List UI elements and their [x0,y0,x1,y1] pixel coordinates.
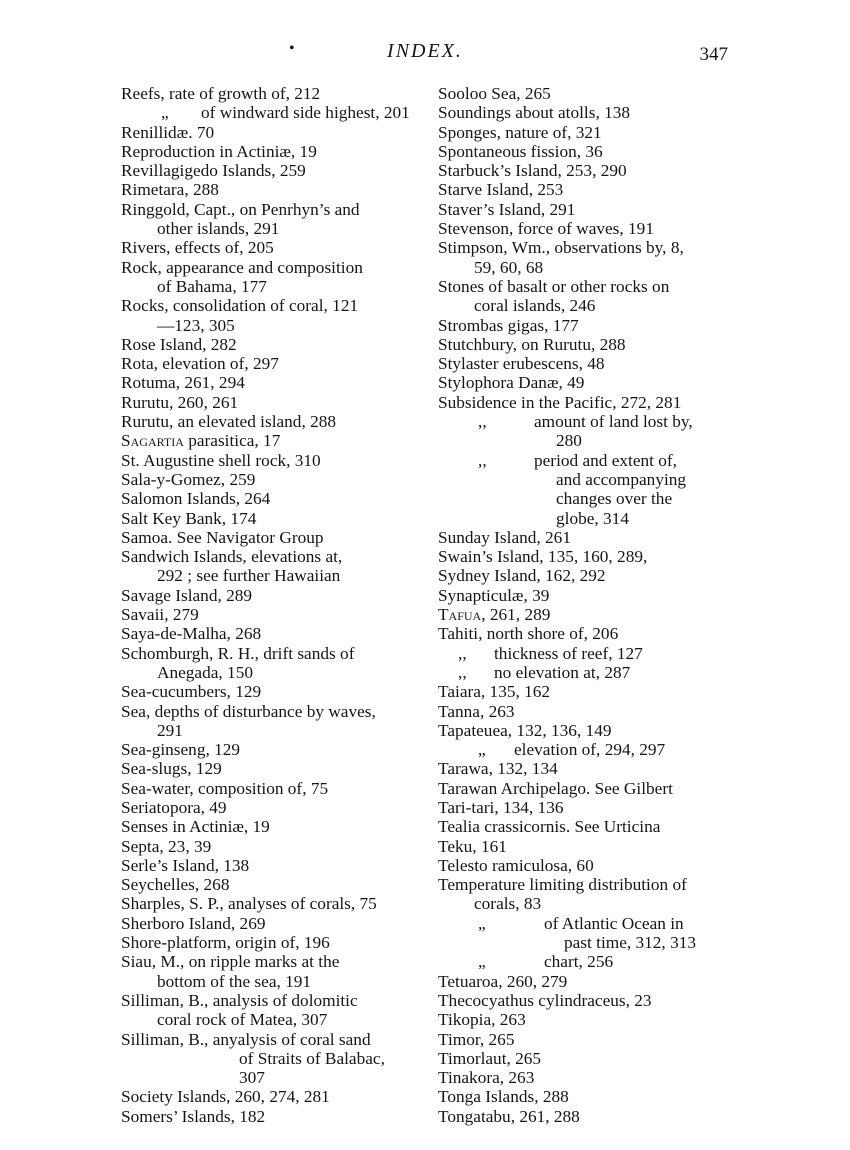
index-entry: Savaii, 279 [121,605,199,625]
entry-text: period and extent of, [534,450,678,470]
index-entry: Revillagigedo Islands, 259 [121,161,306,181]
index-entry: Rivers, effects of, 205 [121,238,274,258]
index-entry-continuation: Anegada, 150 [157,662,253,682]
index-entry-continuation: and accompanying [556,469,687,489]
index-entry-continuation: 292 ; see further Hawaiian [157,566,341,586]
index-entry: Rurutu, an elevated island, 288 [121,412,337,432]
index-entry: Stevenson, force of waves, 191 [438,219,654,239]
index-entry: Timorlaut, 265 [438,1048,542,1068]
index-entry: Silliman, B., anyalysis of coral sand [121,1029,371,1049]
index-entry: Serle’s Island, 138 [121,855,250,875]
index-entry-continuation: —123, 305 [157,315,235,335]
index-entry: St. Augustine shell rock, 310 [121,450,321,470]
index-entry: Stones of basalt or other rocks on [438,276,670,296]
ditto-mark: „ [478,740,486,760]
index-entry-continuation: of Bahama, 177 [157,276,267,296]
index-entry [438,412,728,431]
index-entry [438,740,728,759]
index-entry-continuation: coral rock of Matea, 307 [157,1010,328,1030]
index-entry: Tanna, 263 [438,701,515,721]
page-header [0,40,850,70]
index-entry: Timor, 265 [438,1029,515,1049]
index-entry [121,431,411,450]
index-entry [438,451,728,470]
index-entry [438,914,728,933]
small-caps-term: Tafua [438,605,482,625]
index-entry: Tari-tari, 134, 136 [438,797,564,817]
index-entry: Ringgold, Capt., on Penrhyn’s and [121,199,360,219]
index-entry: Schomburgh, R. H., drift sands of [121,643,355,663]
index-entry: Subsidence in the Pacific, 272, 281 [438,392,682,412]
index-entry: Tetuaroa, 260, 279 [438,971,568,991]
page-number: 347 [699,44,728,65]
small-caps-term: Sagartia [121,431,184,451]
index-entry [438,605,728,624]
entry-text: no elevation at, 287 [494,662,631,682]
index-entry: Shore-platform, origin of, 196 [121,933,330,953]
index-entry: Sharples, S. P., analyses of corals, 75 [121,894,377,914]
index-entry: Tarawa, 132, 134 [438,759,558,779]
index-entry [438,952,728,971]
index-entry [438,663,728,682]
index-entry-continuation: past time, 312, 313 [564,933,696,953]
ink-mark: • [289,40,295,57]
index-entry: Taiara, 135, 162 [438,682,551,702]
index-entry: Rurutu, 260, 261 [121,392,239,412]
index-entry: Seychelles, 268 [121,875,230,895]
index-entry-continuation: corals, 83 [474,894,542,914]
index-entry-continuation: coral islands, 246 [474,296,596,316]
index-entry: Rose Island, 282 [121,334,237,354]
index-entry: Society Islands, 260, 274, 281 [121,1087,330,1107]
index-entry: Sea-ginseng, 129 [121,740,241,760]
index-entry: Sponges, nature of, 321 [438,122,602,142]
index-entry: Salt Key Bank, 174 [121,508,257,528]
index-entry: Reproduction in Actiniæ, 19 [121,141,317,161]
index-entry: Sala-y-Gomez, 259 [121,469,256,489]
ditto-mark: „ [478,952,486,972]
entry-text: amount of land lost by, [534,412,693,432]
index-entry: Stutchbury, on Rurutu, 288 [438,334,626,354]
index-entry-continuation: changes over the [556,489,673,509]
index-entry-continuation: globe, 314 [556,508,629,528]
ditto-mark: ,, [458,662,467,682]
entry-text: thickness of reef, 127 [494,643,643,663]
index-entry: Reefs, rate of growth of, 212 [121,84,321,103]
index-entry-continuation: 291 [157,720,183,740]
index-entry: Septa, 23, 39 [121,836,212,856]
index-entry: Spontaneous fission, 36 [438,141,603,161]
page-title: INDEX. [387,40,463,62]
entry-text: of Atlantic Ocean in [544,913,684,933]
index-entry [438,644,728,663]
index-entry: Tahiti, north shore of, 206 [438,624,619,644]
index-entry: Starve Island, 253 [438,180,564,200]
index-entry: Rimetara, 288 [121,180,219,200]
index-entry: Rotuma, 261, 294 [121,373,245,393]
index-entry: Sydney Island, 162, 292 [438,566,606,586]
index-entry: Sea-cucumbers, 129 [121,682,262,702]
index-entry: Samoa. See Navigator Group [121,527,324,547]
index-entry: Teku, 161 [438,836,507,856]
index-entry: Tinakora, 263 [438,1068,535,1088]
index-entry: Tonga Islands, 288 [438,1087,569,1107]
index-entry: Rota, elevation of, 297 [121,354,279,374]
entry-text: chart, 256 [544,952,614,972]
index-entry: Sea-slugs, 129 [121,759,222,779]
index-entry: Silliman, B., analysis of dolomitic [121,990,358,1010]
index-entry: Tapateuea, 132, 136, 149 [438,720,612,740]
index-entry: Rocks, consolidation of coral, 121 [121,296,359,316]
index-entry: Savage Island, 289 [121,585,253,605]
entry-text: parasitica, 17 [183,431,281,451]
index-entry: Sandwich Islands, elevations at, [121,547,343,567]
index-entry: Siau, M., on ripple marks at the [121,952,340,972]
entry-text: of windward side highest, 201 [201,103,410,123]
right-column [438,84,728,1126]
index-entry: Telesto ramiculosa, 60 [438,855,594,875]
index-entry [121,103,411,122]
index-entry: Senses in Actiniæ, 19 [121,817,270,837]
ditto-mark: ,, [478,450,487,470]
entry-text: , 261, 289 [481,605,551,625]
index-entry: Tarawan Archipelago. See Gilbert [438,778,673,798]
index-entry: Soundings about atolls, 138 [438,103,631,123]
index-entry: Saya-de-Malha, 268 [121,624,262,644]
index-entry: Swain’s Island, 135, 160, 289, [438,547,648,567]
index-entry: Salomon Islands, 264 [121,489,271,509]
ditto-mark: „ [161,103,169,123]
index-entry: Staver’s Island, 291 [438,199,576,219]
index-entry: Sea-water, composition of, 75 [121,778,329,798]
index-entry: Stimpson, Wm., observations by, 8, [438,238,684,258]
index-entry: Synapticulæ, 39 [438,585,550,605]
index-entry: Tealia crassicornis. See Urticina [438,817,661,837]
index-entry: Somers’ Islands, 182 [121,1106,266,1126]
index-entry: Sunday Island, 261 [438,527,571,547]
index-entry: Thecocyathus cylindraceus, 23 [438,990,652,1010]
index-entry: Renillidæ. 70 [121,122,215,142]
ditto-mark: ,, [478,412,487,432]
index-entry: Starbuck’s Island, 253, 290 [438,161,627,181]
index-entry: Stylophora Danæ, 49 [438,373,585,393]
entry-text: elevation of, 294, 297 [514,740,666,760]
left-column [121,84,411,1126]
ditto-mark: ,, [458,643,467,663]
index-entry-continuation: 59, 60, 68 [474,257,544,277]
index-entry-continuation: bottom of the sea, 191 [157,971,312,991]
index-entry: Stylaster erubescens, 48 [438,354,605,374]
index-entry: Seriatopora, 49 [121,797,227,817]
index-entry: Temperature limiting distribution of [438,875,687,895]
index-entry: Tikopia, 263 [438,1010,526,1030]
index-entry-continuation: other islands, 291 [157,219,280,239]
index-entry: Tongatabu, 261, 288 [438,1106,580,1126]
ditto-mark: „ [478,913,486,933]
index-entry: Strombas gigas, 177 [438,315,579,335]
index-entry: Sea, depths of disturbance by waves, [121,701,376,721]
index-entry: Sherboro Island, 269 [121,913,266,933]
index-entry-continuation: of Straits of Balabac, [239,1048,385,1068]
index-entry: Rock, appearance and composition [121,257,363,277]
index-entry: Sooloo Sea, 265 [438,84,551,103]
index-entry-continuation: 280 [556,431,582,451]
index-entry-continuation: 307 [239,1068,265,1088]
